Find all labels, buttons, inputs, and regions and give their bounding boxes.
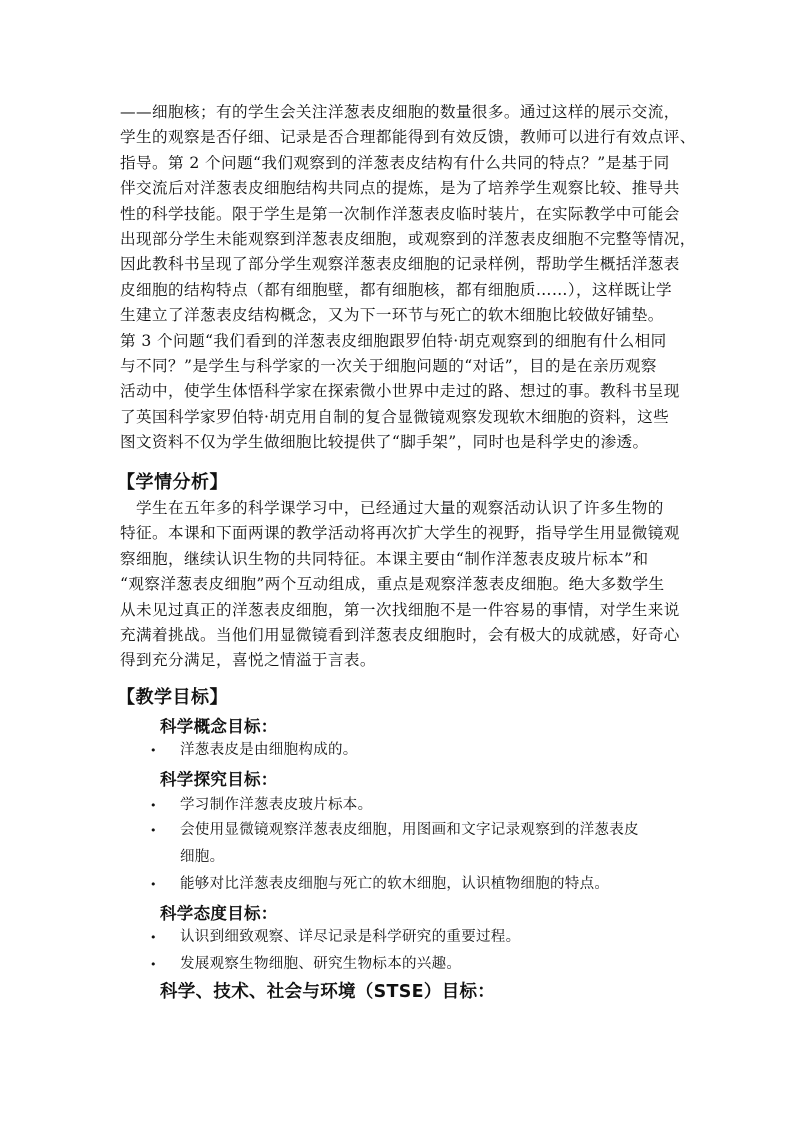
section-heading-learner-analysis: 【学情分析】	[117, 472, 228, 493]
bullet-icon: •	[150, 958, 157, 971]
text-line: 了英国科学家罗伯特·胡克用自制的复合显微镜观察发现软木细胞的资料，这些	[120, 407, 670, 426]
text-line: 指导。第 2 个问题“我们观察到的洋葱表皮结构有什么共同的特点？”是基于同	[120, 153, 670, 172]
text-line: 伴交流后对洋葱表皮细胞结构共同点的提炼，是为了培养学生观察比较、推导共	[120, 179, 680, 198]
subheading-concept-objectives: 科学概念目标：	[160, 717, 278, 736]
list-item-text: 洋葱表皮是由细胞构成的。	[180, 742, 358, 758]
list-item-line: 细胞。	[180, 849, 225, 865]
text-line: “观察洋葱表皮细胞”两个互动组成，重点是观察洋葱表皮细胞。绝大多数学生	[120, 575, 665, 594]
text-line: 学生在五年多的科学课学习中，已经通过大量的观察活动认识了许多生物的	[120, 499, 664, 517]
text-line: 得到充分满足，喜悦之情溢于言表。	[120, 651, 376, 670]
text-line: 活动中，使学生体悟科学家在探索微小世界中走过的路、想过的事。教科书呈现	[120, 382, 680, 401]
list-item	[150, 737, 690, 764]
text-line: 特征。本课和下面两课的教学活动将再次扩大学生的视野，指导学生用显微镜观	[120, 524, 680, 543]
list-item	[150, 792, 690, 819]
paragraph-lesson-analysis	[120, 100, 696, 456]
text-line: 生建立了洋葱表皮结构概念，又为下一环节与死亡的软木细胞比较做好铺垫。	[120, 306, 664, 325]
text-line: 图文资料不仅为学生做细胞比较提供了“脚手架”，同时也是科学史的渗透。	[120, 433, 649, 452]
list-item-text: 能够对比洋葱表皮细胞与死亡的软木细胞，认识植物细胞的特点。	[180, 876, 610, 892]
list-item-line: 会使用显微镜观察洋葱表皮细胞，用图画和文字记录观察到的洋葱表皮	[180, 822, 639, 838]
bullet-icon: •	[150, 878, 157, 891]
text-line: ——细胞核；有的学生会关注洋葱表皮细胞的数量很多。通过这样的展示交流，	[120, 103, 680, 121]
text-line: 因此教科书呈现了部分学生观察洋葱表皮细胞的记录样例，帮助学生概括洋葱表	[120, 255, 680, 274]
text-line: 皮细胞的结构特点（都有细胞壁，都有细胞核，都有细胞质……），这样既让学	[120, 280, 672, 299]
bullet-icon: •	[150, 799, 157, 812]
text-line: 第 3 个问题“我们看到的洋葱表皮细胞跟罗伯特·胡克观察到的细胞有什么相同	[120, 331, 667, 350]
list-item-text: 认识到细致观察、详尽记录是科学研究的重要过程。	[180, 929, 521, 945]
text-line: 充满着挑战。当他们用显微镜看到洋葱表皮细胞时，会有极大的成就感，好奇心	[120, 626, 680, 645]
text-line: 察细胞，继续认识生物的共同特征。本课主要由“制作洋葱表皮玻片标本”和	[120, 549, 649, 568]
list-item	[150, 817, 690, 871]
section-heading-teaching-objectives: 【教学目标】	[117, 687, 228, 708]
text-line: 性的科学技能。限于学生是第一次制作洋葱表皮临时装片，在实际教学中可能会	[120, 204, 680, 223]
bullet-icon: •	[150, 824, 157, 837]
bullet-icon: •	[150, 931, 157, 944]
list-item	[150, 951, 690, 978]
text-line: 从未见过真正的洋葱表皮细胞，第一次找细胞不是一件容易的事情，对学生来说	[120, 600, 680, 619]
subheading-attitude-objectives: 科学态度目标：	[160, 904, 278, 923]
list-item-text	[150, 817, 690, 871]
text-line: 与不同？”是学生与科学家的一次关于细胞问题的“对话”，目的是在亲历观察	[120, 357, 657, 376]
text-line: 出现部分学生未能观察到洋葱表皮细胞，或观察到的洋葱表皮细胞不完整等情况，	[120, 230, 696, 249]
subheading-inquiry-objectives: 科学探究目标：	[160, 770, 278, 789]
list-item-text: 学习制作洋葱表皮玻片标本。	[180, 797, 373, 813]
list-item	[150, 924, 690, 951]
subheading-stse-objectives: 科学、技术、社会与环境（STSE）目标：	[160, 982, 496, 1002]
paragraph-learner-analysis	[120, 496, 680, 674]
text-line: 学生的观察是否仔细、记录是否合理都能得到有效反馈，教师可以进行有效点评、	[120, 128, 696, 147]
list-item	[150, 871, 690, 898]
bullet-icon: •	[150, 744, 157, 757]
list-item-text: 发展观察生物细胞、研究生物标本的兴趣。	[180, 956, 462, 972]
